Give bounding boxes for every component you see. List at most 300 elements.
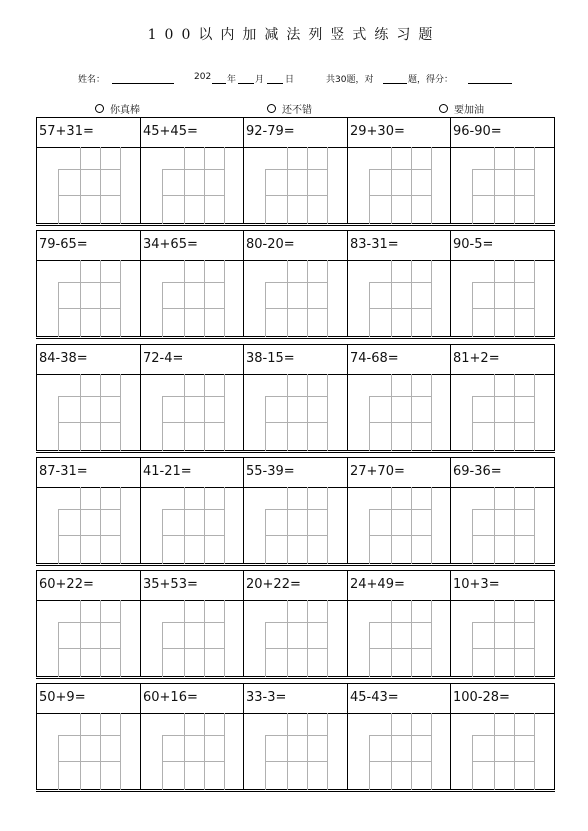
- rating-label: 还不错: [282, 105, 312, 116]
- guide-line: [162, 308, 224, 309]
- guide-line: [58, 735, 120, 736]
- guide-line: [514, 600, 515, 677]
- guide-line: [287, 147, 288, 224]
- guide-line: [120, 147, 121, 224]
- guide-line: [369, 509, 431, 510]
- vertical-calc-box[interactable]: [367, 713, 433, 790]
- problem-cell: [450, 457, 554, 564]
- guide-line: [514, 487, 515, 564]
- problem-text: 83-31=: [350, 237, 399, 252]
- problem-cell: [347, 457, 451, 564]
- guide-line: [58, 396, 120, 397]
- circle-icon: [267, 104, 276, 113]
- guide-line: [80, 713, 81, 790]
- guide-line: [58, 422, 120, 423]
- problem-cell: [347, 230, 451, 337]
- vertical-calc-box[interactable]: [263, 147, 329, 224]
- guide-line: [391, 260, 392, 337]
- guide-line: [162, 648, 224, 649]
- guide-line: [472, 396, 534, 397]
- problem-cell: [36, 117, 140, 224]
- vertical-calc-box[interactable]: [263, 374, 329, 451]
- circle-icon: [95, 104, 104, 113]
- guide-line: [327, 147, 328, 224]
- rating-option-great[interactable]: [95, 101, 140, 116]
- problem-text: 41-21=: [143, 464, 192, 479]
- guide-line: [120, 487, 121, 564]
- guide-line: [120, 713, 121, 790]
- guide-line: [472, 622, 473, 677]
- guide-line: [162, 422, 224, 423]
- vertical-calc-box[interactable]: [470, 147, 536, 224]
- vertical-calc-box[interactable]: [56, 374, 122, 451]
- year-prefix: 202: [194, 72, 212, 82]
- vertical-calc-box[interactable]: [56, 600, 122, 677]
- guide-line: [327, 713, 328, 790]
- problem-cell: [450, 344, 554, 451]
- guide-line: [411, 374, 412, 451]
- guide-line: [369, 761, 431, 762]
- guide-line: [534, 260, 535, 337]
- guide-line: [184, 713, 185, 790]
- problem-row: [36, 117, 555, 230]
- vertical-calc-box[interactable]: [160, 147, 226, 224]
- problem-cell: [140, 230, 244, 337]
- vertical-calc-box[interactable]: [367, 487, 433, 564]
- guide-line: [120, 374, 121, 451]
- guide-line: [184, 260, 185, 337]
- guide-line: [58, 761, 120, 762]
- vertical-calc-box[interactable]: [367, 260, 433, 337]
- problem-text: 69-36=: [453, 464, 502, 479]
- guide-line: [472, 195, 534, 196]
- guide-line: [369, 282, 370, 337]
- guide-line: [80, 260, 81, 337]
- problem-text: 29+30=: [350, 124, 405, 139]
- guide-line: [100, 374, 101, 451]
- guide-line: [162, 396, 224, 397]
- guide-line: [58, 622, 120, 623]
- guide-line: [472, 735, 473, 790]
- guide-line: [58, 308, 120, 309]
- guide-line: [265, 169, 266, 224]
- guide-line: [265, 622, 327, 623]
- guide-line: [472, 509, 473, 564]
- guide-line: [58, 735, 59, 790]
- guide-line: [204, 147, 205, 224]
- guide-line: [307, 147, 308, 224]
- vertical-calc-box[interactable]: [470, 260, 536, 337]
- guide-line: [431, 487, 432, 564]
- guide-line: [287, 374, 288, 451]
- guide-line: [265, 509, 266, 564]
- problem-cell: [140, 570, 244, 677]
- guide-line: [58, 282, 120, 283]
- guide-line: [472, 282, 534, 283]
- rating-option-good[interactable]: [267, 101, 312, 116]
- problem-row: [36, 344, 555, 457]
- guide-line: [287, 600, 288, 677]
- guide-line: [162, 282, 224, 283]
- vertical-calc-box[interactable]: [367, 600, 433, 677]
- guide-line: [534, 487, 535, 564]
- guide-line: [224, 600, 225, 677]
- problem-cell: [140, 117, 244, 224]
- problem-cell: [36, 457, 140, 564]
- guide-line: [184, 600, 185, 677]
- guide-line: [184, 374, 185, 451]
- guide-line: [431, 600, 432, 677]
- month-blank[interactable]: [238, 74, 254, 84]
- problem-cell: [36, 230, 140, 337]
- guide-line: [120, 600, 121, 677]
- guide-line: [204, 487, 205, 564]
- guide-line: [162, 735, 163, 790]
- row-separator-line: [36, 791, 555, 792]
- problem-cell: [36, 683, 140, 790]
- worksheet-title: 100以内加减法列竖式练习题: [147, 27, 441, 43]
- guide-line: [431, 374, 432, 451]
- guide-line: [472, 169, 473, 224]
- vertical-calc-box[interactable]: [56, 260, 122, 337]
- guide-line: [58, 648, 120, 649]
- vertical-calc-box[interactable]: [56, 487, 122, 564]
- problem-row: [36, 230, 555, 343]
- guide-line: [472, 422, 534, 423]
- guide-line: [369, 422, 431, 423]
- guide-line: [224, 374, 225, 451]
- correct-count-blank[interactable]: [383, 74, 407, 84]
- guide-line: [204, 260, 205, 337]
- problem-text: 45-43=: [350, 690, 399, 705]
- guide-line: [327, 374, 328, 451]
- name-blank[interactable]: [112, 74, 174, 84]
- guide-line: [287, 260, 288, 337]
- problem-row: [36, 683, 555, 796]
- guide-line: [369, 735, 431, 736]
- problem-cell: [36, 344, 140, 451]
- vertical-calc-box[interactable]: [367, 374, 433, 451]
- vertical-calc-box[interactable]: [470, 600, 536, 677]
- guide-line: [411, 487, 412, 564]
- guide-line: [265, 509, 327, 510]
- guide-line: [265, 169, 327, 170]
- problem-text: 57+31=: [39, 124, 94, 139]
- guide-line: [162, 735, 224, 736]
- guide-line: [369, 648, 431, 649]
- vertical-calc-box[interactable]: [263, 487, 329, 564]
- guide-line: [265, 396, 327, 397]
- problem-text: 80-20=: [246, 237, 295, 252]
- guide-line: [411, 713, 412, 790]
- guide-line: [287, 487, 288, 564]
- guide-line: [411, 147, 412, 224]
- guide-line: [472, 535, 534, 536]
- guide-line: [265, 735, 266, 790]
- guide-line: [431, 260, 432, 337]
- guide-line: [494, 147, 495, 224]
- vertical-calc-box[interactable]: [263, 600, 329, 677]
- guide-line: [224, 260, 225, 337]
- problem-cell: [140, 457, 244, 564]
- guide-line: [391, 374, 392, 451]
- guide-line: [369, 622, 370, 677]
- problem-text: 50+9=: [39, 690, 86, 705]
- guide-line: [265, 648, 327, 649]
- vertical-calc-box[interactable]: [160, 600, 226, 677]
- vertical-calc-box[interactable]: [56, 147, 122, 224]
- problem-cell: [243, 683, 347, 790]
- guide-line: [369, 509, 370, 564]
- problem-cell: [347, 683, 451, 790]
- guide-line: [58, 509, 120, 510]
- guide-line: [514, 260, 515, 337]
- problem-row: [36, 570, 555, 683]
- row-separator-line: [36, 452, 555, 453]
- problem-text: 34+65=: [143, 237, 198, 252]
- problem-cell: [243, 117, 347, 224]
- guide-line: [162, 169, 163, 224]
- guide-line: [58, 169, 120, 170]
- row-separator-line: [36, 225, 555, 226]
- guide-line: [80, 374, 81, 451]
- guide-line: [514, 374, 515, 451]
- guide-line: [100, 713, 101, 790]
- problem-text: 84-38=: [39, 351, 88, 366]
- guide-line: [224, 713, 225, 790]
- guide-line: [58, 282, 59, 337]
- guide-line: [431, 713, 432, 790]
- guide-line: [472, 308, 534, 309]
- guide-line: [307, 713, 308, 790]
- guide-line: [184, 487, 185, 564]
- problem-cell: [36, 570, 140, 677]
- problem-cell: [450, 683, 554, 790]
- row-separator-line: [36, 565, 555, 566]
- guide-line: [514, 147, 515, 224]
- problem-cell: [243, 457, 347, 564]
- vertical-calc-box[interactable]: [160, 713, 226, 790]
- guide-line: [80, 487, 81, 564]
- problem-cell: [450, 570, 554, 677]
- guide-line: [265, 195, 327, 196]
- guide-line: [369, 396, 431, 397]
- guide-line: [327, 260, 328, 337]
- problem-text: 38-15=: [246, 351, 295, 366]
- problem-text: 79-65=: [39, 237, 88, 252]
- guide-line: [494, 600, 495, 677]
- guide-line: [391, 600, 392, 677]
- vertical-calc-box[interactable]: [56, 713, 122, 790]
- guide-line: [204, 713, 205, 790]
- score-blank[interactable]: [468, 74, 512, 84]
- problem-text: 24+49=: [350, 577, 405, 592]
- guide-line: [265, 761, 327, 762]
- guide-line: [100, 147, 101, 224]
- guide-line: [534, 147, 535, 224]
- guide-line: [411, 600, 412, 677]
- vertical-calc-box[interactable]: [263, 260, 329, 337]
- guide-line: [162, 509, 224, 510]
- guide-line: [80, 147, 81, 224]
- guide-line: [369, 622, 431, 623]
- problem-text: 33-3=: [246, 690, 287, 705]
- problem-text: 90-5=: [453, 237, 494, 252]
- guide-line: [162, 622, 224, 623]
- guide-line: [472, 509, 534, 510]
- guide-line: [514, 713, 515, 790]
- guide-line: [307, 600, 308, 677]
- guide-line: [494, 260, 495, 337]
- guide-line: [224, 147, 225, 224]
- guide-line: [307, 260, 308, 337]
- guide-line: [369, 535, 431, 536]
- problem-cell: [450, 117, 554, 224]
- guide-line: [472, 761, 534, 762]
- guide-line: [369, 169, 370, 224]
- guide-line: [204, 374, 205, 451]
- problem-text: 27+70=: [350, 464, 405, 479]
- circle-icon: [439, 104, 448, 113]
- guide-line: [100, 600, 101, 677]
- guide-line: [494, 374, 495, 451]
- guide-line: [58, 622, 59, 677]
- rating-label: 你真棒: [110, 105, 140, 116]
- guide-line: [494, 713, 495, 790]
- guide-line: [494, 487, 495, 564]
- guide-line: [327, 487, 328, 564]
- row-separator-line: [36, 338, 555, 339]
- rating-option-try-harder[interactable]: [439, 101, 484, 116]
- month-label: 月: [255, 75, 265, 85]
- problem-cell: [243, 230, 347, 337]
- guide-line: [162, 509, 163, 564]
- problem-text: 92-79=: [246, 124, 295, 139]
- problem-cell: [140, 344, 244, 451]
- vertical-calc-box[interactable]: [470, 487, 536, 564]
- guide-line: [265, 535, 327, 536]
- guide-line: [265, 282, 266, 337]
- vertical-calc-box[interactable]: [263, 713, 329, 790]
- guide-line: [369, 396, 370, 451]
- problem-text: 10+3=: [453, 577, 500, 592]
- guide-line: [80, 600, 81, 677]
- guide-line: [204, 600, 205, 677]
- problem-text: 35+53=: [143, 577, 198, 592]
- guide-line: [100, 260, 101, 337]
- guide-line: [58, 195, 120, 196]
- guide-line: [411, 260, 412, 337]
- guide-line: [58, 535, 120, 536]
- guide-line: [265, 622, 266, 677]
- guide-line: [58, 396, 59, 451]
- guide-line: [391, 487, 392, 564]
- guide-line: [120, 260, 121, 337]
- guide-line: [58, 509, 59, 564]
- problem-cell: [347, 570, 451, 677]
- problem-text: 60+22=: [39, 577, 94, 592]
- problem-text: 55-39=: [246, 464, 295, 479]
- problem-text: 100-28=: [453, 690, 510, 705]
- problem-text: 81+2=: [453, 351, 500, 366]
- problem-cell: [140, 683, 244, 790]
- guide-line: [431, 147, 432, 224]
- problem-text: 45+45=: [143, 124, 198, 139]
- guide-line: [287, 713, 288, 790]
- guide-line: [369, 282, 431, 283]
- vertical-calc-box[interactable]: [470, 713, 536, 790]
- day-blank[interactable]: [267, 74, 283, 84]
- problem-text: 72-4=: [143, 351, 184, 366]
- problem-cell: [347, 117, 451, 224]
- rating-label: 要加油: [454, 105, 484, 116]
- correct-suffix: 题，得分：: [408, 75, 454, 85]
- guide-line: [265, 396, 266, 451]
- guide-line: [472, 622, 534, 623]
- problem-text: 87-31=: [39, 464, 88, 479]
- guide-line: [307, 374, 308, 451]
- vertical-calc-box[interactable]: [160, 487, 226, 564]
- vertical-calc-box[interactable]: [470, 374, 536, 451]
- guide-line: [534, 600, 535, 677]
- day-label: 日: [285, 75, 295, 85]
- problem-cell: [347, 344, 451, 451]
- vertical-calc-box[interactable]: [160, 374, 226, 451]
- guide-line: [162, 622, 163, 677]
- guide-line: [162, 169, 224, 170]
- total-text: 共30题，对: [326, 75, 374, 85]
- problem-text: 96-90=: [453, 124, 502, 139]
- guide-line: [534, 374, 535, 451]
- guide-line: [472, 282, 473, 337]
- guide-line: [534, 713, 535, 790]
- row-separator-line: [36, 678, 555, 679]
- guide-line: [162, 396, 163, 451]
- guide-line: [327, 600, 328, 677]
- year-label: 年: [227, 75, 237, 85]
- name-label: 姓名：: [78, 75, 106, 85]
- guide-line: [184, 147, 185, 224]
- year-blank[interactable]: [212, 74, 226, 84]
- guide-line: [369, 308, 431, 309]
- guide-line: [265, 308, 327, 309]
- guide-line: [265, 422, 327, 423]
- problem-cell: [243, 570, 347, 677]
- problem-row: [36, 457, 555, 570]
- guide-line: [265, 282, 327, 283]
- problem-cell: [243, 344, 347, 451]
- guide-line: [472, 169, 534, 170]
- guide-line: [162, 535, 224, 536]
- guide-line: [307, 487, 308, 564]
- problem-text: 74-68=: [350, 351, 399, 366]
- vertical-calc-box[interactable]: [160, 260, 226, 337]
- guide-line: [472, 396, 473, 451]
- guide-line: [369, 169, 431, 170]
- guide-line: [472, 735, 534, 736]
- vertical-calc-box[interactable]: [367, 147, 433, 224]
- guide-line: [391, 713, 392, 790]
- problem-cell: [450, 230, 554, 337]
- guide-line: [162, 761, 224, 762]
- problem-text: 20+22=: [246, 577, 301, 592]
- guide-line: [162, 282, 163, 337]
- guide-line: [58, 169, 59, 224]
- problem-text: 60+16=: [143, 690, 198, 705]
- guide-line: [162, 195, 224, 196]
- guide-line: [391, 147, 392, 224]
- guide-line: [265, 735, 327, 736]
